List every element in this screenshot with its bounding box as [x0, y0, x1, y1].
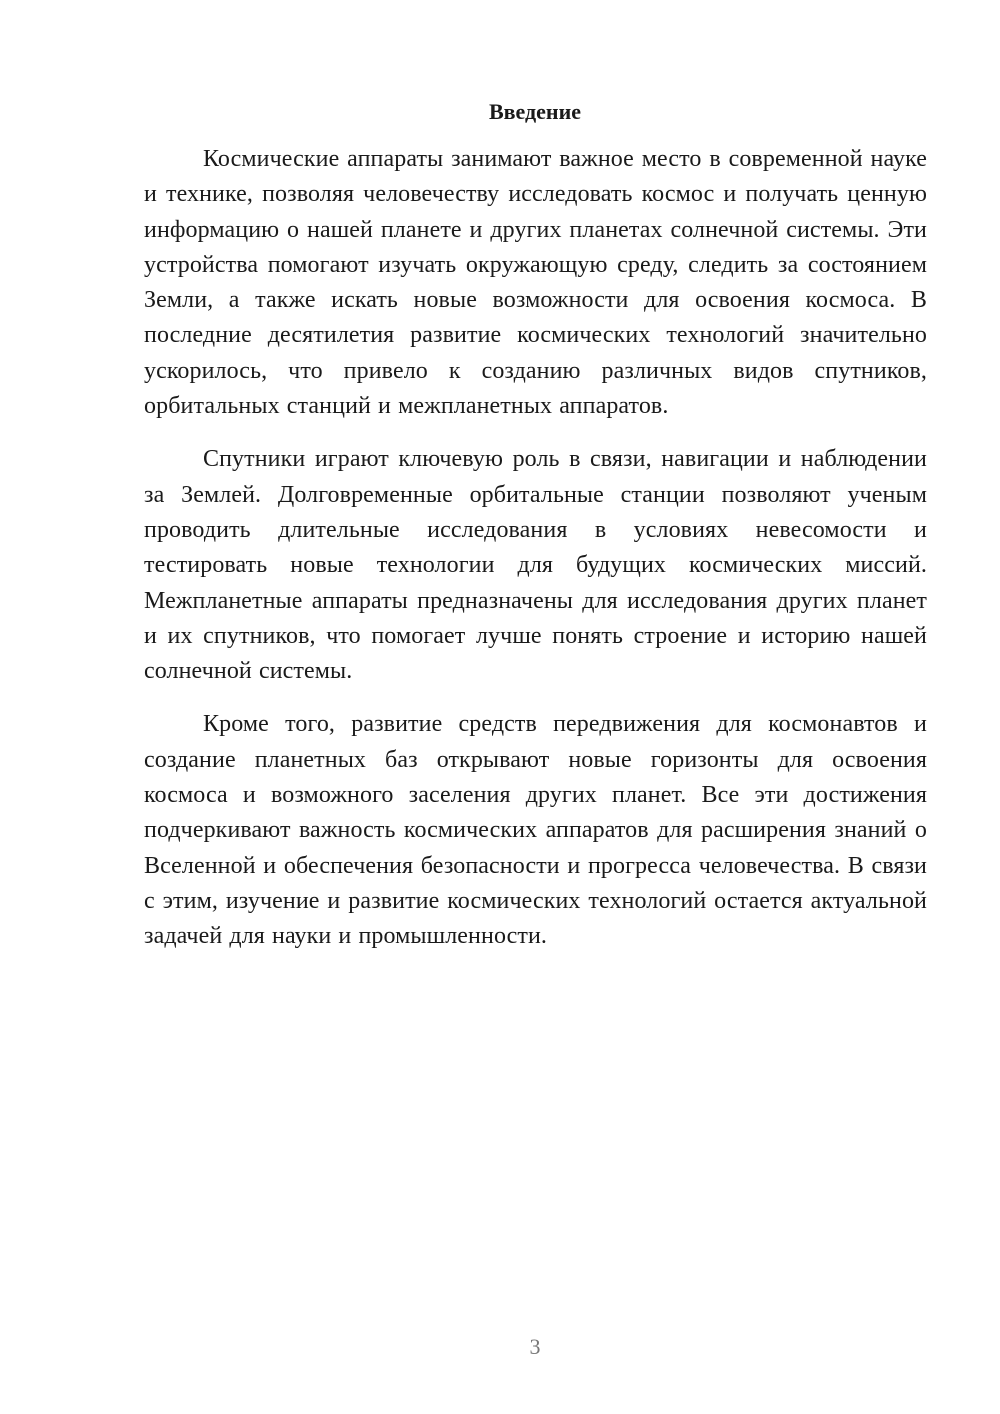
body-text [144, 142, 927, 973]
paragraph-3: Кроме того, развитие средств передвижения для космонавтов и создание планетных баз открывают новые горизонты для освоения космоса и возможного заселения других планет. Все эти достижения подчеркивают важность космических аппаратов для расширения знаний о Вселенной и обеспечения безопасности и прогресса человечества. В связи с этим, изучение и развитие космических технологий остается актуальной задачей для науки и промышленности. [144, 711, 927, 950]
paragraph-2: Спутники играют ключевую роль в связи, навигации и наблюдении за Землей. Долговременные орбитальные станции позволяют ученым проводить длительные исследования в условиях невесомости и тестировать новые технологии для будущих космических миссий. Межпланетные аппараты предназначены для исследования других планет и их спутников, что помогает лучше понять строение и историю нашей солнечной системы. [144, 446, 927, 685]
section-heading: Введение [488, 99, 582, 124]
paragraph-1: Космические аппараты занимают важное место в современной науке и технике, позволяя человечеству исследовать космос и получать ценную информацию о нашей планете и других планетах солнечной системы. Эти устройства помогают изучать окружающую среду, следить за состоянием Земли, а также искать новые возможности для освоения космоса. В последние десятилетия развитие космических технологий значительно ускорилось, что привело к созданию различных видов спутников, орбитальных станций и межпланетных аппаратов. [144, 146, 927, 420]
page-number: 3 [529, 1334, 541, 1359]
